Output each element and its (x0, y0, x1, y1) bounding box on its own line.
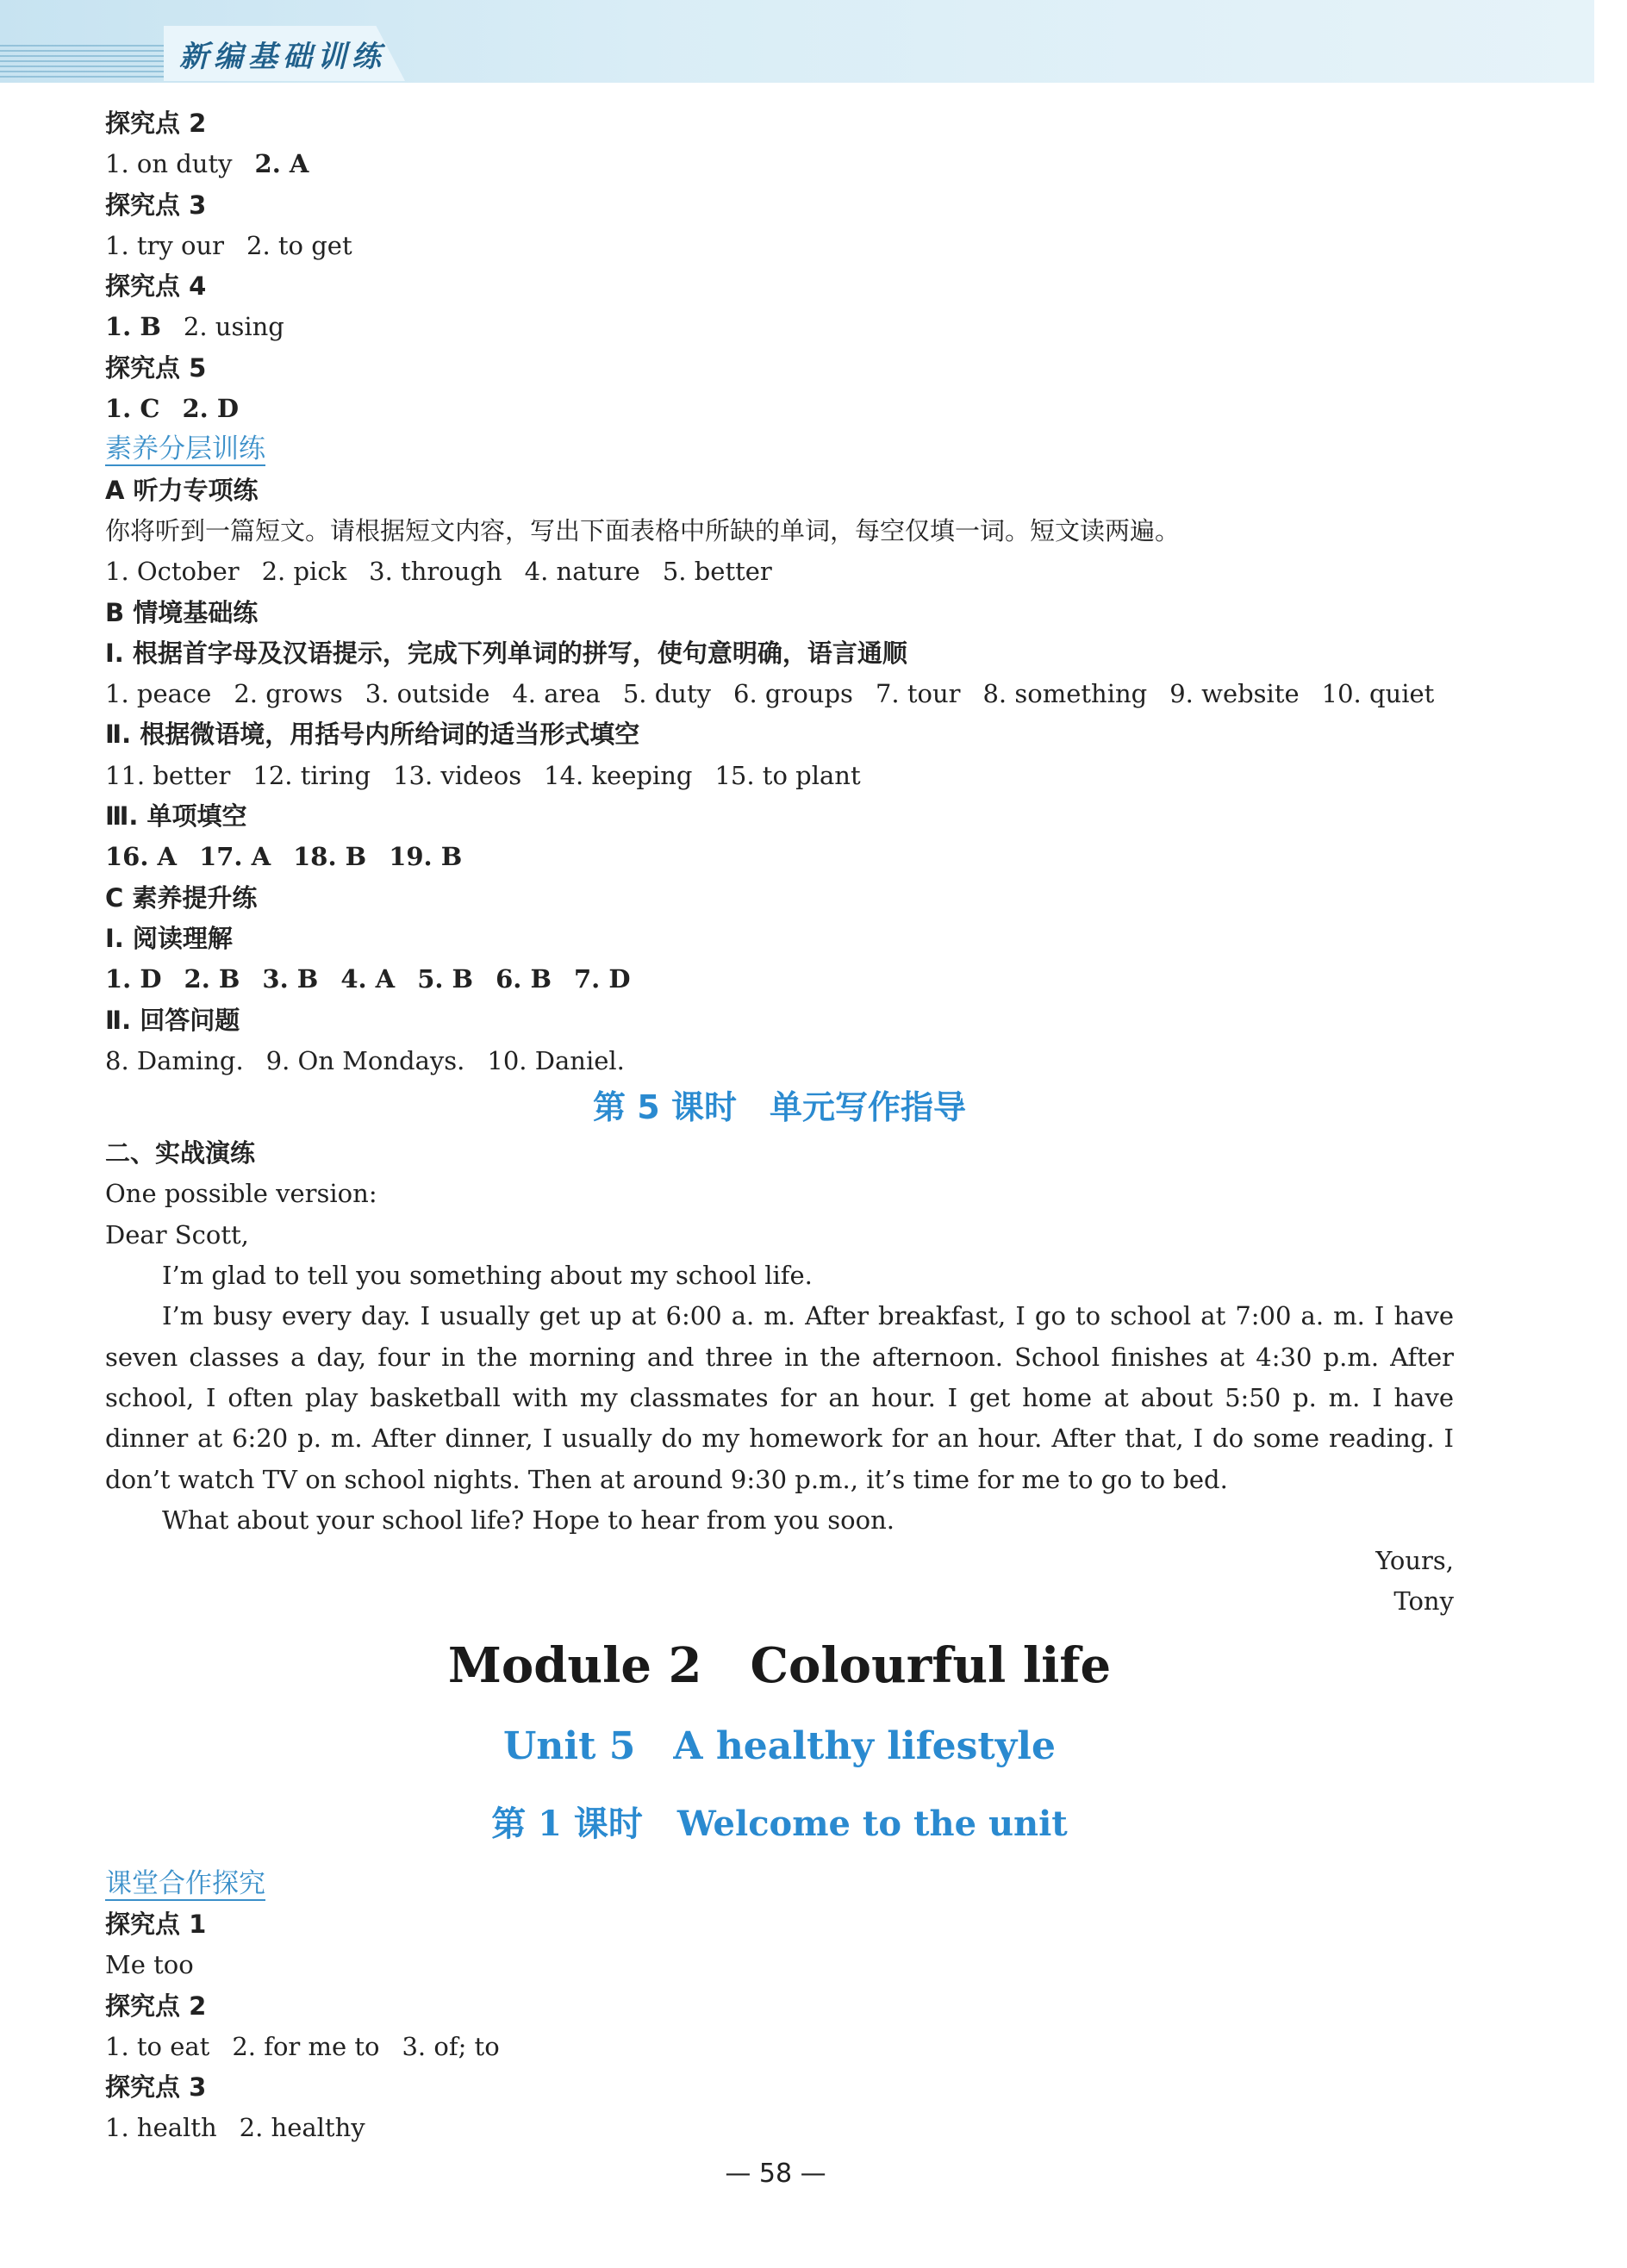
page-number-value: 58 (758, 2159, 793, 2189)
answer: 2. D (182, 394, 239, 424)
answer: 17. A (199, 842, 271, 872)
answer: 1. October (105, 557, 240, 587)
answer: 6. B (496, 964, 552, 994)
answer: 5. B (417, 964, 474, 994)
letter-paragraph: What about your school life? Hope to hear from you soon. (162, 1505, 895, 1535)
answer-line (105, 307, 1454, 347)
answer-line (105, 959, 1454, 1000)
answer: 2. for me to (232, 2031, 380, 2061)
page-number: — 58 — (725, 2159, 826, 2189)
page-content (105, 103, 1454, 2149)
lesson-title: 第 1 课时 Welcome to the unit (491, 1803, 1068, 1844)
intro-text: One possible version: (105, 1179, 377, 1209)
sub-heading: Ⅱ. 根据微语境，用括号内所给词的适当形式填空 (105, 720, 640, 750)
sub-heading: Ⅲ. 单项填空 (105, 801, 247, 832)
answer: 2. healthy (239, 2113, 365, 2143)
letter-paragraph: I’m glad to tell you something about my school life. (162, 1261, 813, 1291)
answer: 1. to eat (105, 2031, 210, 2061)
answer: 5. better (662, 557, 772, 587)
part-heading: B 情境基础练 (105, 597, 259, 627)
point-heading: 探究点 3 (105, 2072, 207, 2103)
answer: 13. videos (393, 760, 522, 790)
answer: 9. On Mondays. (265, 1045, 465, 1075)
answer-line (105, 1041, 1454, 1081)
answer: 3. B (262, 964, 319, 994)
answer-line (105, 2027, 1454, 2067)
part-heading: C 素养提升练 (105, 882, 258, 913)
answer: 2. pick (261, 557, 347, 587)
lesson-title: 第 5 课时 单元写作指导 (593, 1088, 966, 1127)
answer: 16. A (105, 842, 178, 872)
unit-title: Unit 5 A healthy lifestyle (503, 1723, 1056, 1768)
answer: 10. Daniel. (487, 1045, 625, 1075)
answer: 8. Daming. (105, 1045, 244, 1075)
letter-paragraph: I’m busy every day. I usually get up at 6:00 a. m. After breakfast, I go to school at 7:00 a. m. I have seven classes a day, four in the morning and three in the afternoon. School finishes at 4:30 p.m. After school, I often play basketball with my classmates for an hour. I get home at about 5:50 p. m. I have dinner at 6:20 p. m. After dinner, I usually do my homework for an hour. After that, I do some reading. I don’t watch TV on school nights. Then at around 9:30 p.m., it’s time for me to go to bed. (105, 1301, 1454, 1494)
answer: 1. B (105, 312, 161, 342)
answer: 3. outside (365, 679, 490, 709)
answer: 8. something (982, 679, 1148, 709)
answer: 6. groups (733, 679, 853, 709)
point-heading: 探究点 4 (105, 271, 207, 302)
answer: 9. website (1169, 679, 1300, 709)
banner-stripes (0, 45, 164, 78)
answer: 4. area (512, 679, 601, 709)
answer: 2. B (184, 964, 240, 994)
section-title: 素养分层训练 (105, 433, 265, 465)
answer: 19. B (389, 842, 463, 872)
answer: 1. peace (105, 679, 212, 709)
answer: 12. tiring (252, 760, 371, 790)
answer: 10. quiet (1321, 679, 1435, 709)
answer: 2. to get (246, 230, 352, 260)
answer-line (105, 837, 1454, 877)
letter-greeting: Dear Scott, (105, 1219, 249, 1249)
answer: 4. A (340, 964, 396, 994)
answer: 7. tour (875, 679, 961, 709)
sub-heading: Ⅰ. 根据首字母及汉语提示，完成下列单词的拼写，使句意明确，语言通顺 (105, 638, 907, 668)
answer: 18. B (293, 842, 367, 872)
answer: 3. through (369, 557, 502, 587)
sub-heading: Ⅱ. 回答问题 (105, 1005, 240, 1035)
answer-line (105, 144, 1454, 184)
answer: 14. keeping (544, 760, 693, 790)
answer-line (105, 2108, 1454, 2148)
answer: 5. duty (622, 679, 712, 709)
answer: 2. using (183, 312, 284, 342)
module-title: Module 2 Colourful life (447, 1636, 1112, 1694)
point-heading: 探究点 1 (105, 1909, 207, 1939)
answer: 11. better (105, 760, 231, 790)
answer: 1. D (105, 964, 162, 994)
instruction: 你将听到一篇短文。请根据短文内容，写出下面表格中所缺的单词，每空仅填一词。短文读两遍。 (105, 515, 1181, 545)
section-title: 课堂合作探究 (105, 1867, 265, 1899)
answer-line (105, 674, 1454, 714)
answer: 7. D (573, 964, 631, 994)
answer-line: Me too (105, 1950, 194, 1980)
answer: 2. A (254, 149, 309, 179)
answer: 1. on duty (105, 149, 233, 179)
answer: 1. health (105, 2113, 217, 2143)
answer: 1. try our (105, 230, 225, 260)
answer-line (105, 389, 1454, 429)
letter-signature: Tony (1393, 1586, 1454, 1617)
part-heading: A 听力专项练 (105, 475, 259, 505)
sub-heading: Ⅰ. 阅读理解 (105, 923, 233, 953)
answer: 2. grows (234, 679, 343, 709)
point-heading: 探究点 5 (105, 352, 207, 383)
point-heading: 探究点 3 (105, 190, 207, 220)
answer-line (105, 226, 1454, 266)
answer-line (105, 551, 1454, 592)
letter-closing: Yours, (1375, 1546, 1454, 1576)
book-title: 新编基础训练 (179, 40, 386, 74)
answer: 15. to plant (714, 760, 861, 790)
answer: 1. C (105, 394, 160, 424)
point-heading: 探究点 2 (105, 109, 207, 138)
header-banner (0, 0, 1594, 83)
answer: 4. nature (524, 557, 640, 587)
point-heading: 探究点 2 (105, 1991, 207, 2021)
sub-heading: 二、实战演练 (105, 1138, 256, 1168)
answer-line (105, 756, 1454, 796)
answer: 3. of; to (402, 2031, 500, 2061)
